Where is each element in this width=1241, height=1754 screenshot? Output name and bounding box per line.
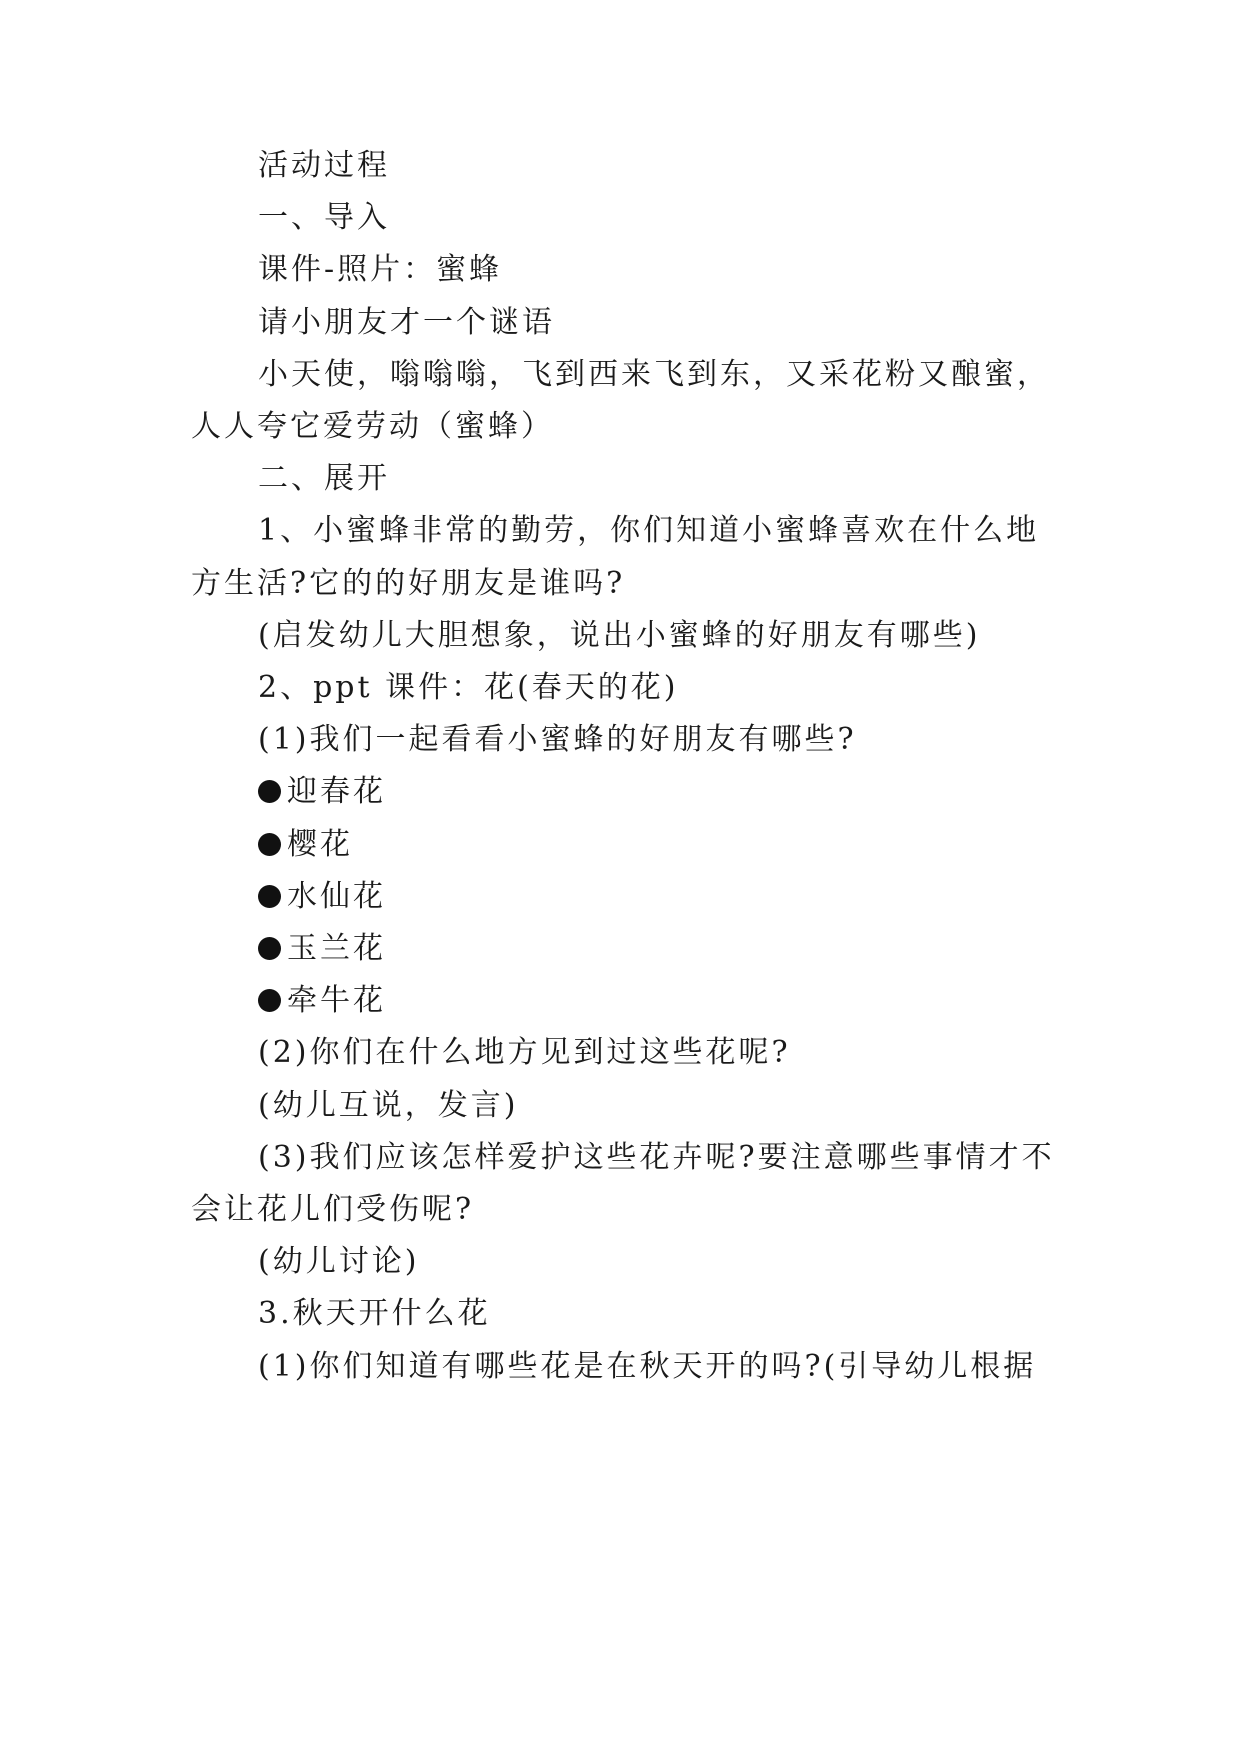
- bullet-icon: [258, 780, 281, 803]
- bullet-icon: [258, 989, 281, 1012]
- paragraph: 2、ppt 课件：花(春天的花): [258, 670, 679, 705]
- list-item-label: 水仙花: [287, 879, 386, 914]
- paragraph: 课件-照片：蜜蜂: [258, 252, 503, 287]
- bullet-icon: [258, 833, 281, 856]
- list-item: [258, 931, 386, 967]
- paragraph: 会让花儿们受伤呢?: [191, 1192, 475, 1227]
- subsection-heading: 3.秋天开什么花: [258, 1296, 491, 1331]
- paragraph: (幼儿互说，发言): [258, 1088, 519, 1123]
- paragraph: 人人夸它爱劳动（蜜蜂）: [191, 409, 554, 444]
- section-heading: 活动过程: [258, 148, 390, 183]
- paragraph: (1)我们一起看看小蜜蜂的好朋友有哪些?: [258, 722, 857, 757]
- paragraph: (启发幼儿大胆想象，说出小蜜蜂的好朋友有哪些): [258, 618, 981, 653]
- bullet-icon: [258, 937, 281, 960]
- list-item: [258, 983, 386, 1019]
- subsection-heading: 二、展开: [258, 461, 390, 496]
- paragraph: (1)你们知道有哪些花是在秋天开的吗?(引导幼儿根据: [258, 1349, 1037, 1384]
- list-item-label: 牵牛花: [287, 983, 386, 1018]
- list-item-label: 玉兰花: [287, 931, 386, 966]
- paragraph: 小天使，嗡嗡嗡，飞到西来飞到东，又采花粉又酿蜜，: [258, 357, 1050, 392]
- bullet-icon: [258, 885, 281, 908]
- paragraph: (3)我们应该怎样爱护这些花卉呢?要注意哪些事情才不: [258, 1140, 1055, 1175]
- paragraph: (2)你们在什么地方见到过这些花呢?: [258, 1035, 791, 1070]
- paragraph: 1、小蜜蜂非常的勤劳，你们知道小蜜蜂喜欢在什么地: [258, 513, 1040, 548]
- paragraph: (幼儿讨论): [258, 1244, 420, 1279]
- subsection-heading: 一、导入: [258, 200, 390, 235]
- list-item: [258, 774, 386, 810]
- paragraph: 请小朋友才一个谜语: [258, 305, 555, 340]
- paragraph: 方生活?它的的好朋友是谁吗?: [191, 566, 626, 601]
- list-item: [258, 827, 353, 863]
- list-item: [258, 879, 386, 915]
- list-item-label: 樱花: [287, 827, 353, 862]
- list-item-label: 迎春花: [287, 774, 386, 809]
